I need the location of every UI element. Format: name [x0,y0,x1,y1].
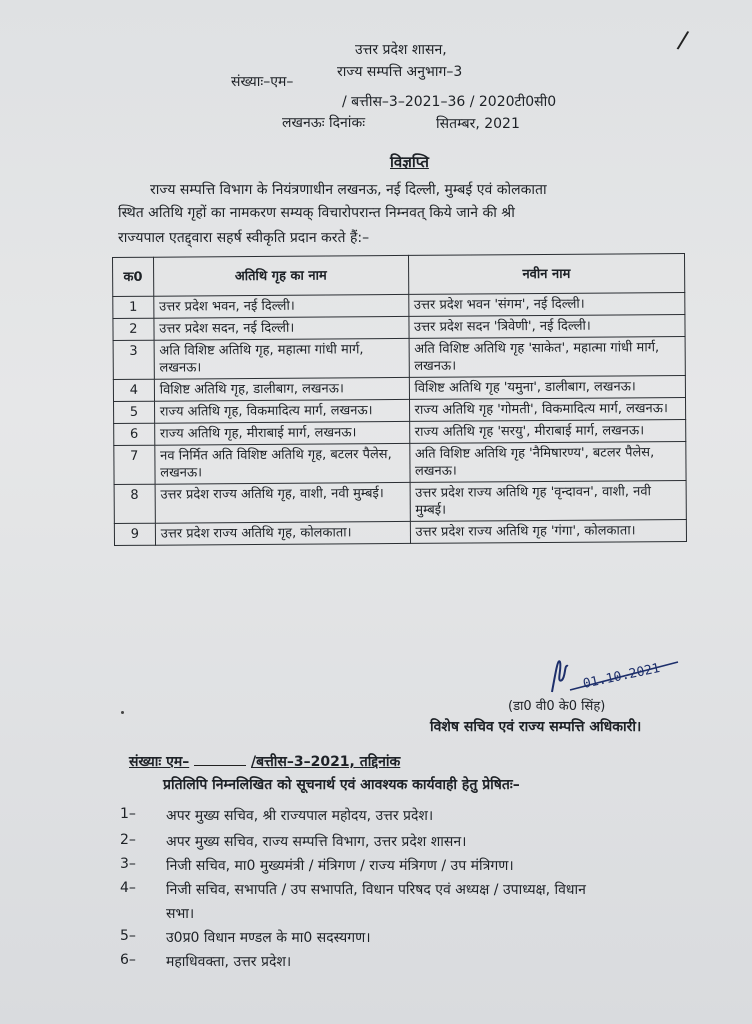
row-serial: 5 [114,401,155,423]
row-new-name: विशिष्ट अतिथि गृह 'यमुना', डालीबाग, लखनऊ। [409,376,686,400]
row-old-name: नव निर्मित अति विशिष्ट अतिथि गृह, बटलर पैलेस, लखनऊ। [155,443,410,484]
row-new-name: उत्तर प्रदेश सदन 'त्रिवेणी', नई दिल्ली। [408,315,685,339]
row-old-name: राज्य अतिथि गृह, विकमादित्य मार्ग, लखनऊ। [154,399,409,423]
ref-label: संख्याः–एम– [231,74,294,90]
list-number: 5– [120,928,136,944]
guesthouse-table [112,253,687,546]
section-title: राज्य सम्पत्ति अनुभाग–3 [337,64,463,80]
row-old-name: उत्तर प्रदेश सदन, नई दिल्ली। [154,316,409,340]
row-old-name: उत्तर प्रदेश राज्य अतिथि गृह, वाशी, नवी मुम्बई। [155,482,410,523]
ref-number: / बत्तीस–3–2021–36 / 2020टी0सी0 [342,94,557,110]
copy-reference [129,752,400,771]
copy-ref-rest: /बत्तीस–3–2021, तद्दिनांक [250,754,401,770]
list-number: 2– [120,832,136,848]
list-number: 6– [120,952,136,968]
list-number: 4– [120,880,136,896]
row-old-name: विशिष्ट अतिथि गृह, डालीबाग, लखनऊ। [154,377,409,401]
table-row [114,519,686,545]
list-item: अपर मुख्य सचिव, श्री राज्यपाल महोदय, उत्तर प्रदेश। [166,808,434,824]
row-old-name: राज्य अतिथि गृह, मीराबाई मार्ग, लखनऊ। [154,421,409,445]
corner-mark: / [675,25,691,55]
row-serial: 8 [114,484,155,523]
copy-ref-label: संख्याः एम– [129,754,190,770]
date-label: लखनऊः दिनांकः [282,115,366,131]
row-old-name: अति विशिष्ट अतिथि गृह, महात्मा गांधी मार्ग, लखनऊ। [154,338,409,379]
row-serial: 9 [114,523,155,545]
header-serial: क0 [113,257,154,296]
row-serial: 6 [114,423,155,445]
list-item: महाधिवक्ता, उत्तर प्रदेश। [166,954,292,970]
table-row [114,480,686,523]
table-header-row [113,254,685,297]
date-value: सितम्बर, 2021 [436,116,520,132]
row-serial: 2 [113,318,154,340]
row-new-name: राज्य अतिथि गृह 'गोमती', विकमादित्य मार्ग, लखनऊ। [409,397,686,421]
table-row [113,337,685,380]
govt-title: उत्तर प्रदेश शासन, [355,42,447,58]
row-serial: 4 [113,379,154,401]
row-new-name: अति विशिष्ट अतिथि गृह 'नैमिषारण्य', बटलर पैलेस, लखनऊ। [409,441,686,482]
handwritten-signature [548,650,688,698]
list-item: अपर मुख्य सचिव, राज्य सम्पत्ति विभाग, उत्तर प्रदेश शासन। [166,834,467,850]
row-serial: 3 [113,340,154,379]
row-serial: 1 [113,296,154,318]
list-item: निजी सचिव, सभापति / उप सभापति, विधान परिषद एवं अध्यक्ष / उपाध्यक्ष, विधान [166,882,586,898]
row-new-name: उत्तर प्रदेश राज्य अतिथि गृह 'गंगा', कोलकाता। [410,519,687,543]
row-new-name: अति विशिष्ट अतिथि गृह 'साकेत', महात्मा गांधी मार्ग, लखनऊ। [409,337,686,378]
paragraph-line-3: राज्यपाल एतद्द्वारा सहर्ष स्वीकृति प्रदान करते हैं:– [118,230,370,246]
list-item-continued: सभा। [166,906,195,922]
row-old-name: उत्तर प्रदेश राज्य अतिथि गृह, कोलकाता। [155,521,410,545]
signatory-designation: विशेष सचिव एवं राज्य सम्पत्ति अधिकारी। [430,719,642,735]
row-new-name: उत्तर प्रदेश राज्य अतिथि गृह 'वृन्दावन', वाशी, नवी मुम्बई। [410,480,687,521]
paragraph-line-2: स्थित अतिथि गृहों का नामकरण सम्यक् विचारोपरान्त निम्नवत् किये जाने की श्री [118,205,515,221]
paragraph-line-1: राज्य सम्पत्ति विभाग के नियंत्रणाधीन लखनऊ, नई दिल्ली, मुम्बई एवं कोलकाता [150,182,547,198]
header-new-name: नवीन नाम [408,254,685,295]
row-new-name: राज्य अतिथि गृह 'सरयु', मीराबाई मार्ग, लखनऊ। [409,419,686,443]
copy-intro: प्रतिलिपि निम्नलिखित को सूचनार्थ एवं आवश्यक कार्यवाही हेतु प्रेषितः– [163,777,520,793]
row-old-name: उत्तर प्रदेश भवन, नई दिल्ली। [154,294,409,318]
list-number: 3– [120,856,136,872]
table-row [114,441,686,484]
row-new-name: उत्तर प्रदेश भवन 'संगम', नई दिल्ली। [408,293,685,317]
notification-heading: विज्ञप्ति [390,153,429,171]
blank-line [194,765,246,766]
header-old-name: अतिथि गृह का नाम [153,255,408,296]
list-item: उ0प्र0 विधान मण्डल के मा0 सदस्यगण। [166,930,371,946]
list-item: निजी सचिव, मा0 मुख्यमंत्री / मंत्रिगण / राज्य मंत्रिगण / उप मंत्रिगण। [166,858,514,874]
signatory-name: (डा0 वी0 के0 सिंह) [508,699,606,714]
list-number: 1– [120,806,136,822]
ink-speck [121,711,124,714]
row-serial: 7 [114,445,155,484]
signature-date: 01.10.2021 [581,660,662,692]
